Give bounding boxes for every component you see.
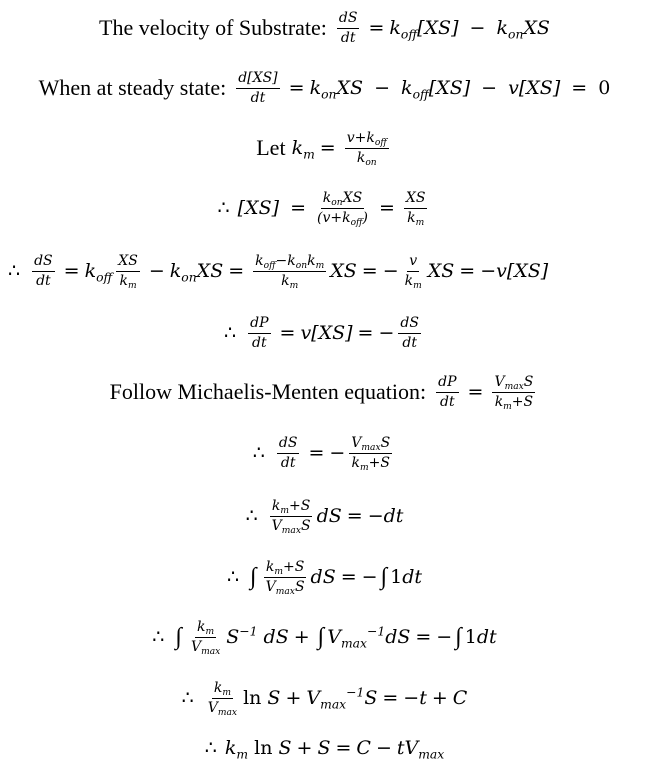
eq-substrate-velocity xyxy=(0,6,649,50)
rhs-1: = $k_{off}[XS] - k_{on}XS$ xyxy=(368,17,550,42)
eq-dS-dt-expanded: ∴ $\frac{dS}{dt}$ = $k_{off}$ $\frac{XS}{k_m}$ − $k_{on}XS$ = $\frac{k_{off}-k_{on}k_m}{k_m}$ XS = − $\frac{v}{k_m}$ XS = −v[XS] xyxy=(8,253,549,291)
eq-steady-state: When at steady state: $\frac{d[XS]}{dt}$ = $k_{on}XS - k_{off}[XS] - v[XS] = 0$ xyxy=(38,70,611,106)
frac-dS-dt: $\frac{dS}{dt}$ xyxy=(338,10,358,46)
eq-solution-final: ∴ $k_m$ $\ln S + S = C - tV_{max}$ xyxy=(204,737,445,762)
eq-xs: ∴ [XS] = $\frac{k_{on}XS}{(v+k_{off})}$ = $\frac{XS}{k_m}$ xyxy=(217,190,426,228)
label-velocity: The velocity of Substrate: xyxy=(99,15,327,40)
therefore-symbol: ∴ xyxy=(217,197,230,219)
eq-dP-dt: ∴ $\frac{dP}{dt}$ = v[XS] = − $\frac{dS}{dt}$ xyxy=(224,315,419,351)
eq-separate: ∴ $\frac{k_m+S}{V_{max}S}$ dS = −dt xyxy=(245,498,404,536)
eq-solution-1: ∴ $\frac{k_m}{V_{max}}$ $\ln S + V_{max}^{-1}S = -t + C$ xyxy=(181,680,468,718)
label-let: Let xyxy=(256,135,286,160)
eq-integrate: ∴ ∫ $\frac{k_m+S}{V_{max}S}$ dS = − ∫ 1dt xyxy=(226,559,423,597)
label-steady: When at steady state: xyxy=(38,75,227,100)
eq-integrate-split: ∴ ∫ $\frac{k_m}{V_{max}}$ $S^{-1}$ dS + ∫ $V_{max}^{-1}dS$ = − ∫ 1dt xyxy=(152,619,497,657)
eq-dS-dt-mm: ∴ $\frac{dS}{dt}$ = − $\frac{V_{max}S}{k_m+S}$ xyxy=(252,435,391,473)
eq-michaelis-menten: Follow Michaelis-Menten equation: $\frac{dP}{dt}$ = $\frac{V_{max}S}{k_m+S}$ xyxy=(109,374,534,412)
label-mm: Follow Michaelis-Menten equation: xyxy=(109,379,427,404)
eq-km-def: Let $k_m$ = $\frac{v+k_{off}}{k_{on}}$ xyxy=(256,130,387,168)
